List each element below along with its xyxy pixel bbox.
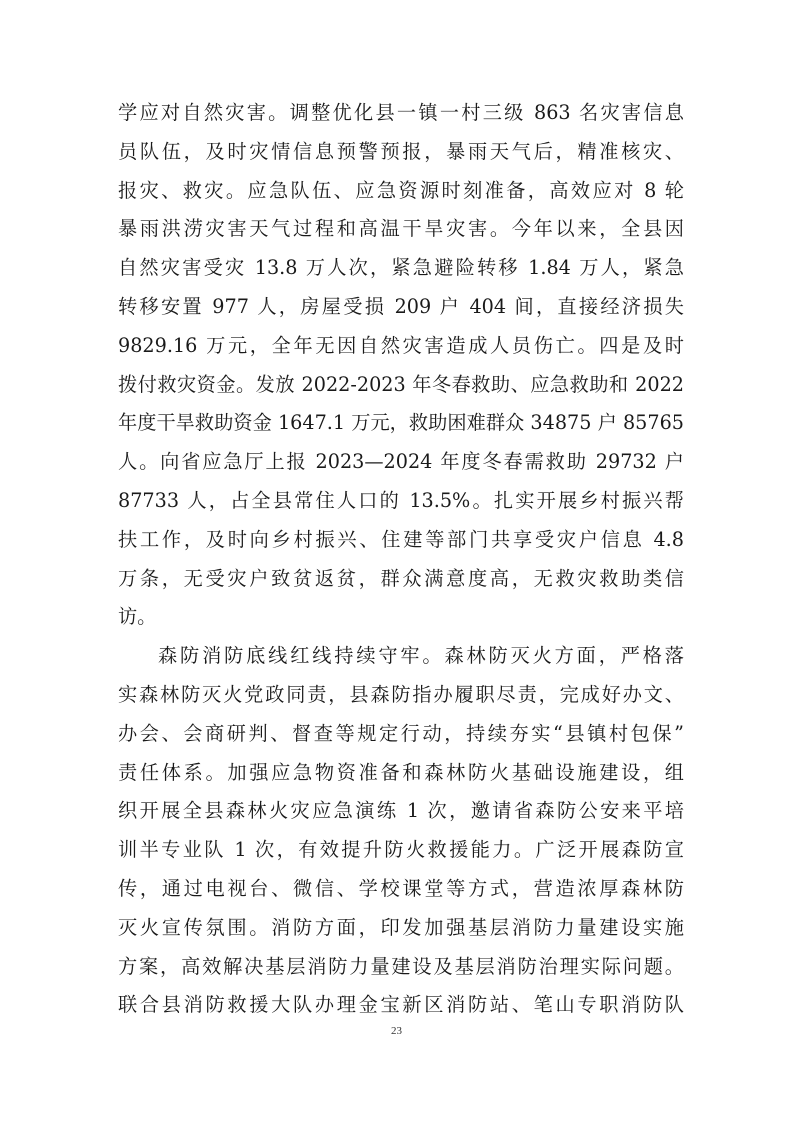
paragraph-start-line: 森防消防底线红线持续守牢。森林防灭火方面，严格落 — [158, 644, 684, 668]
text-line: 报灾、救灾。应急队伍、应急资源时刻准备，高效应对 8 轮 — [118, 178, 684, 202]
text-line: 员队伍，及时灾情信息预警预报，暴雨天气后，精准核灾、 — [118, 139, 684, 163]
text-line: 办会、会商研判、督查等规定行动，持续夯实“县镇村包保” — [118, 721, 684, 745]
text-line: 扶工作，及时向乡村振兴、住建等部门共享受灾户信息 4.8 — [118, 527, 684, 551]
text-line: 传，通过电视台、微信、学校课堂等方式，营造浓厚森林防 — [118, 876, 684, 900]
text-line: 灭火宣传氛围。消防方面，印发加强基层消防力量建设实施 — [118, 915, 684, 939]
body-text — [118, 94, 684, 1025]
text-line: 学应对自然灾害。调整优化县一镇一村三级 863 名灾害信息 — [118, 101, 684, 124]
text-line: 织开展全县森林火灾应急演练 1 次，邀请省森防公安来平培 — [118, 799, 684, 823]
text-line: 转移安置 977 人，房屋受损 209 户 404 间，直接经济损失 — [118, 294, 684, 318]
text-line: 万条，无受灾户致贫返贫，群众满意度高，无救灾救助类信 — [118, 566, 684, 590]
text-line: 人。向省应急厅上报 2023—2024 年度冬春需救助 29732 户 — [118, 450, 684, 474]
text-line: 访。 — [118, 605, 157, 629]
text-line: 联合县消防救援大队办理金宝新区消防站、笔山专职消防队 — [118, 993, 684, 1017]
text-line: 暴雨洪涝灾害天气过程和高温干旱灾害。今年以来，全县因 — [118, 217, 684, 241]
text-line: 训半专业队 1 次，有效提升防火救援能力。广泛开展森防宣 — [118, 838, 684, 862]
text-line: 自然灾害受灾 13.8 万人次，紧急避险转移 1.84 万人，紧急 — [118, 256, 684, 280]
text-line: 方案，高效解决基层消防力量建设及基层消防治理实际问题。 — [118, 954, 684, 978]
text-line: 实森林防灭火党政同责，县森防指办履职尽责，完成好办文、 — [118, 682, 684, 706]
text-line: 拨付救灾资金。发放 2022-2023 年冬春救助、应急救助和 2022 — [118, 372, 684, 396]
text-line: 9829.16 万元，全年无因自然灾害造成人员伤亡。四是及时 — [118, 333, 684, 357]
page-number: 23 — [391, 1025, 402, 1037]
text-line: 责任体系。加强应急物资准备和森林防火基础设施建设，组 — [118, 760, 684, 784]
text-line: 年度干旱救助资金 1647.1 万元，救助困难群众 34875 户 85765 — [118, 411, 684, 435]
text-line: 87733 人，占全县常住人口的 13.5%。扎实开展乡村振兴帮 — [118, 488, 684, 512]
